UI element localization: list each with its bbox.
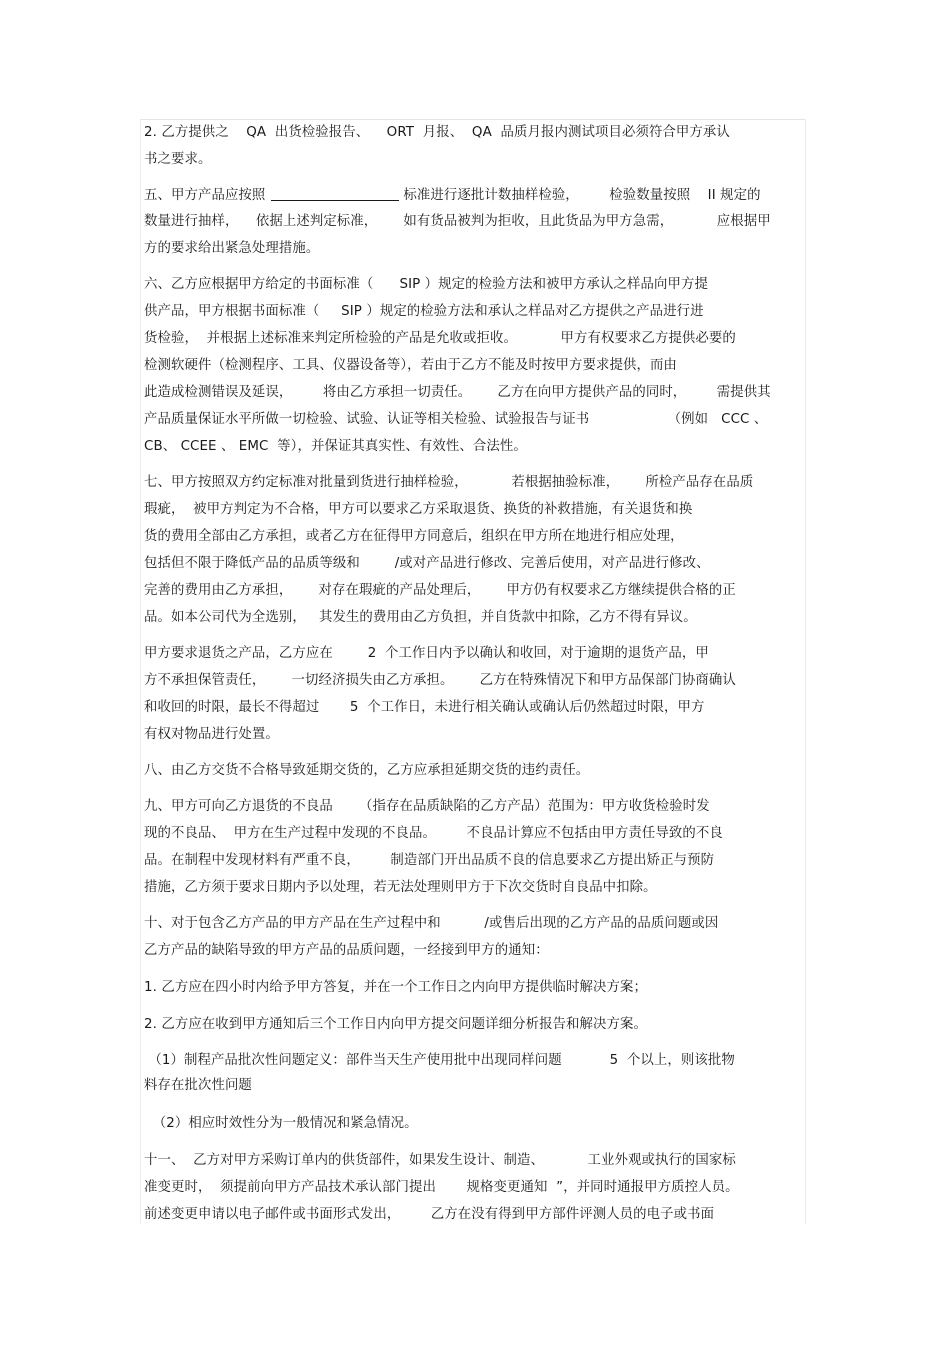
text-line: 数量进行抽样， 依据上述判定标准， 如有货品被判为拒收，且此货品为甲方急需， 应根据甲 (144, 214, 771, 229)
text-line: 2. 乙方提供之 QA 出货检验报告、 ORT 月报、 QA 品质月报内测试项目必须符合甲方承认 (144, 125, 730, 140)
text-line: 乙方产品的缺陷导致的甲方产品的品质问题，一经接到甲方的通知： (144, 943, 549, 958)
text-line: 七、甲方按照双方约定标准对批量到货进行抽样检验， 若根据抽验标准， 所检产品存在品质 (144, 475, 754, 490)
text-line: 八、由乙方交货不合格导致延期交货的，乙方应承担延期交货的违约责任。 (144, 763, 590, 778)
text-line: 2. 乙方应在收到甲方通知后三个工作日内向甲方提交问题详细分析报告和解决方案。 (144, 1017, 647, 1032)
text-line: 供产品，甲方根据书面标准（ SIP ）规定的检验方法和承认之样品对乙方提供之产品进行进 (144, 304, 704, 319)
text-line: 产品质量保证水平所做一切检验、试验、认证等相关检验、试验报告与证书 （例如 CCC 、 (144, 412, 768, 427)
text-line: 和收回的时限，最长不得超过 5 个工作日，未进行相关确认或确认后仍然超过时限，甲方 (144, 700, 705, 715)
text-line: 货的费用全部由乙方承担，或者乙方在征得甲方同意后，组织在甲方所在地进行相应处理， (144, 529, 684, 544)
text-line: 品。如本公司代为全选别， 其发生的费用由乙方负担，并自货款中扣除，乙方不得有异议。 (144, 610, 697, 625)
fill-in-blank (271, 187, 399, 201)
page-border-top (140, 119, 806, 120)
text-fragment: 标准进行逐批计数抽样检验， 检验数量按照 II 规定的 (403, 188, 761, 203)
text-line: 检测软硬件（检测程序、工具、仪器设备等），若由于乙方不能及时按甲方要求提供，而由 (144, 358, 677, 373)
text-line: 方不承担保管责任， 一切经济损失由乙方承担。 乙方在特殊情况下和甲方品保部门协商确认 (144, 673, 736, 688)
text-line: 现的不良品、 甲方在生产过程中发现的不良品。 不良品计算应不包括由甲方责任导致的不良 (144, 826, 723, 841)
text-line: 准变更时， 须提前向甲方产品技术承认部门提出 规格变更通知 ”，并同时通报甲方质控人员。 (144, 1180, 739, 1195)
text-line: 此造成检测错误及延误， 将由乙方承担一切责任。 乙方在向甲方提供产品的同时， 需提供其 (144, 385, 771, 400)
text-line: 瑕疵， 被甲方判定为不合格，甲方可以要求乙方采取退货、换货的补救措施，有关退货和换 (144, 502, 693, 517)
text-line: 货检验， 并根据上述标准来判定所检验的产品是允收或拒收。 甲方有权要求乙方提供必要的 (144, 331, 736, 346)
text-line: （1）制程产品批次性问题定义：部件当天生产使用批中出现同样问题 5 个以上，则该批物 (144, 1053, 735, 1068)
text-line: 书之要求。 (144, 152, 212, 167)
text-line: 完善的费用由乙方承担， 对存在瑕疵的产品处理后， 甲方仍有权要求乙方继续提供合格的正 (144, 583, 736, 598)
text-line: 方的要求给出紧急处理措施。 (144, 241, 320, 256)
text-line: 料存在批次性问题 (144, 1078, 252, 1093)
text-line: 品。在制程中发现材料有严重不良， 制造部门开出品质不良的信息要求乙方提出矫正与预防 (144, 853, 715, 868)
text-line: 十一、 乙方对甲方采购订单内的供货部件，如果发生设计、制造、 工业外观或执行的国家标 (144, 1153, 736, 1168)
text-line: 1. 乙方应在四小时内给予甲方答复，并在一个工作日之内向甲方提供临时解决方案； (144, 980, 647, 995)
text-line: 甲方要求退货之产品，乙方应在 2 个工作日内予以确认和收回，对于逾期的退货产品，甲 (144, 646, 709, 661)
page-border-left (140, 119, 141, 1224)
text-line: 包括但不限于降低产品的品质等级和 /或对产品进行修改、完善后使用，对产品进行修改、 (144, 556, 710, 571)
text-line (144, 187, 761, 205)
text-fragment: 五、甲方产品应按照 (144, 188, 266, 203)
text-line: 有权对物品进行处置。 (144, 727, 279, 742)
text-line: 六、乙方应根据甲方给定的书面标准（ SIP ）规定的检验方法和被甲方承认之样品向甲方提 (144, 277, 708, 292)
page-border-right (805, 119, 806, 1224)
text-line: 十、对于包含乙方产品的甲方产品在生产过程中和 /或售后出现的乙方产品的品质问题或因 (144, 916, 719, 931)
text-line: 前述变更申请以电子邮件或书面形式发出， 乙方在没有得到甲方部件评测人员的电子或书面 (144, 1207, 715, 1222)
text-line: （2）相应时效性分为一般情况和紧急情况。 (144, 1116, 418, 1131)
text-line: CB、 CCEE 、 EMC 等），并保证其真实性、有效性、合法性。 (144, 439, 527, 454)
text-line: 措施，乙方须于要求日期内予以处理，若无法处理则甲方于下次交货时自良品中扣除。 (144, 880, 657, 895)
text-line: 九、甲方可向乙方退货的不良品 （指存在品质缺陷的乙方产品）范围为：甲方收货检验时发 (144, 799, 710, 814)
